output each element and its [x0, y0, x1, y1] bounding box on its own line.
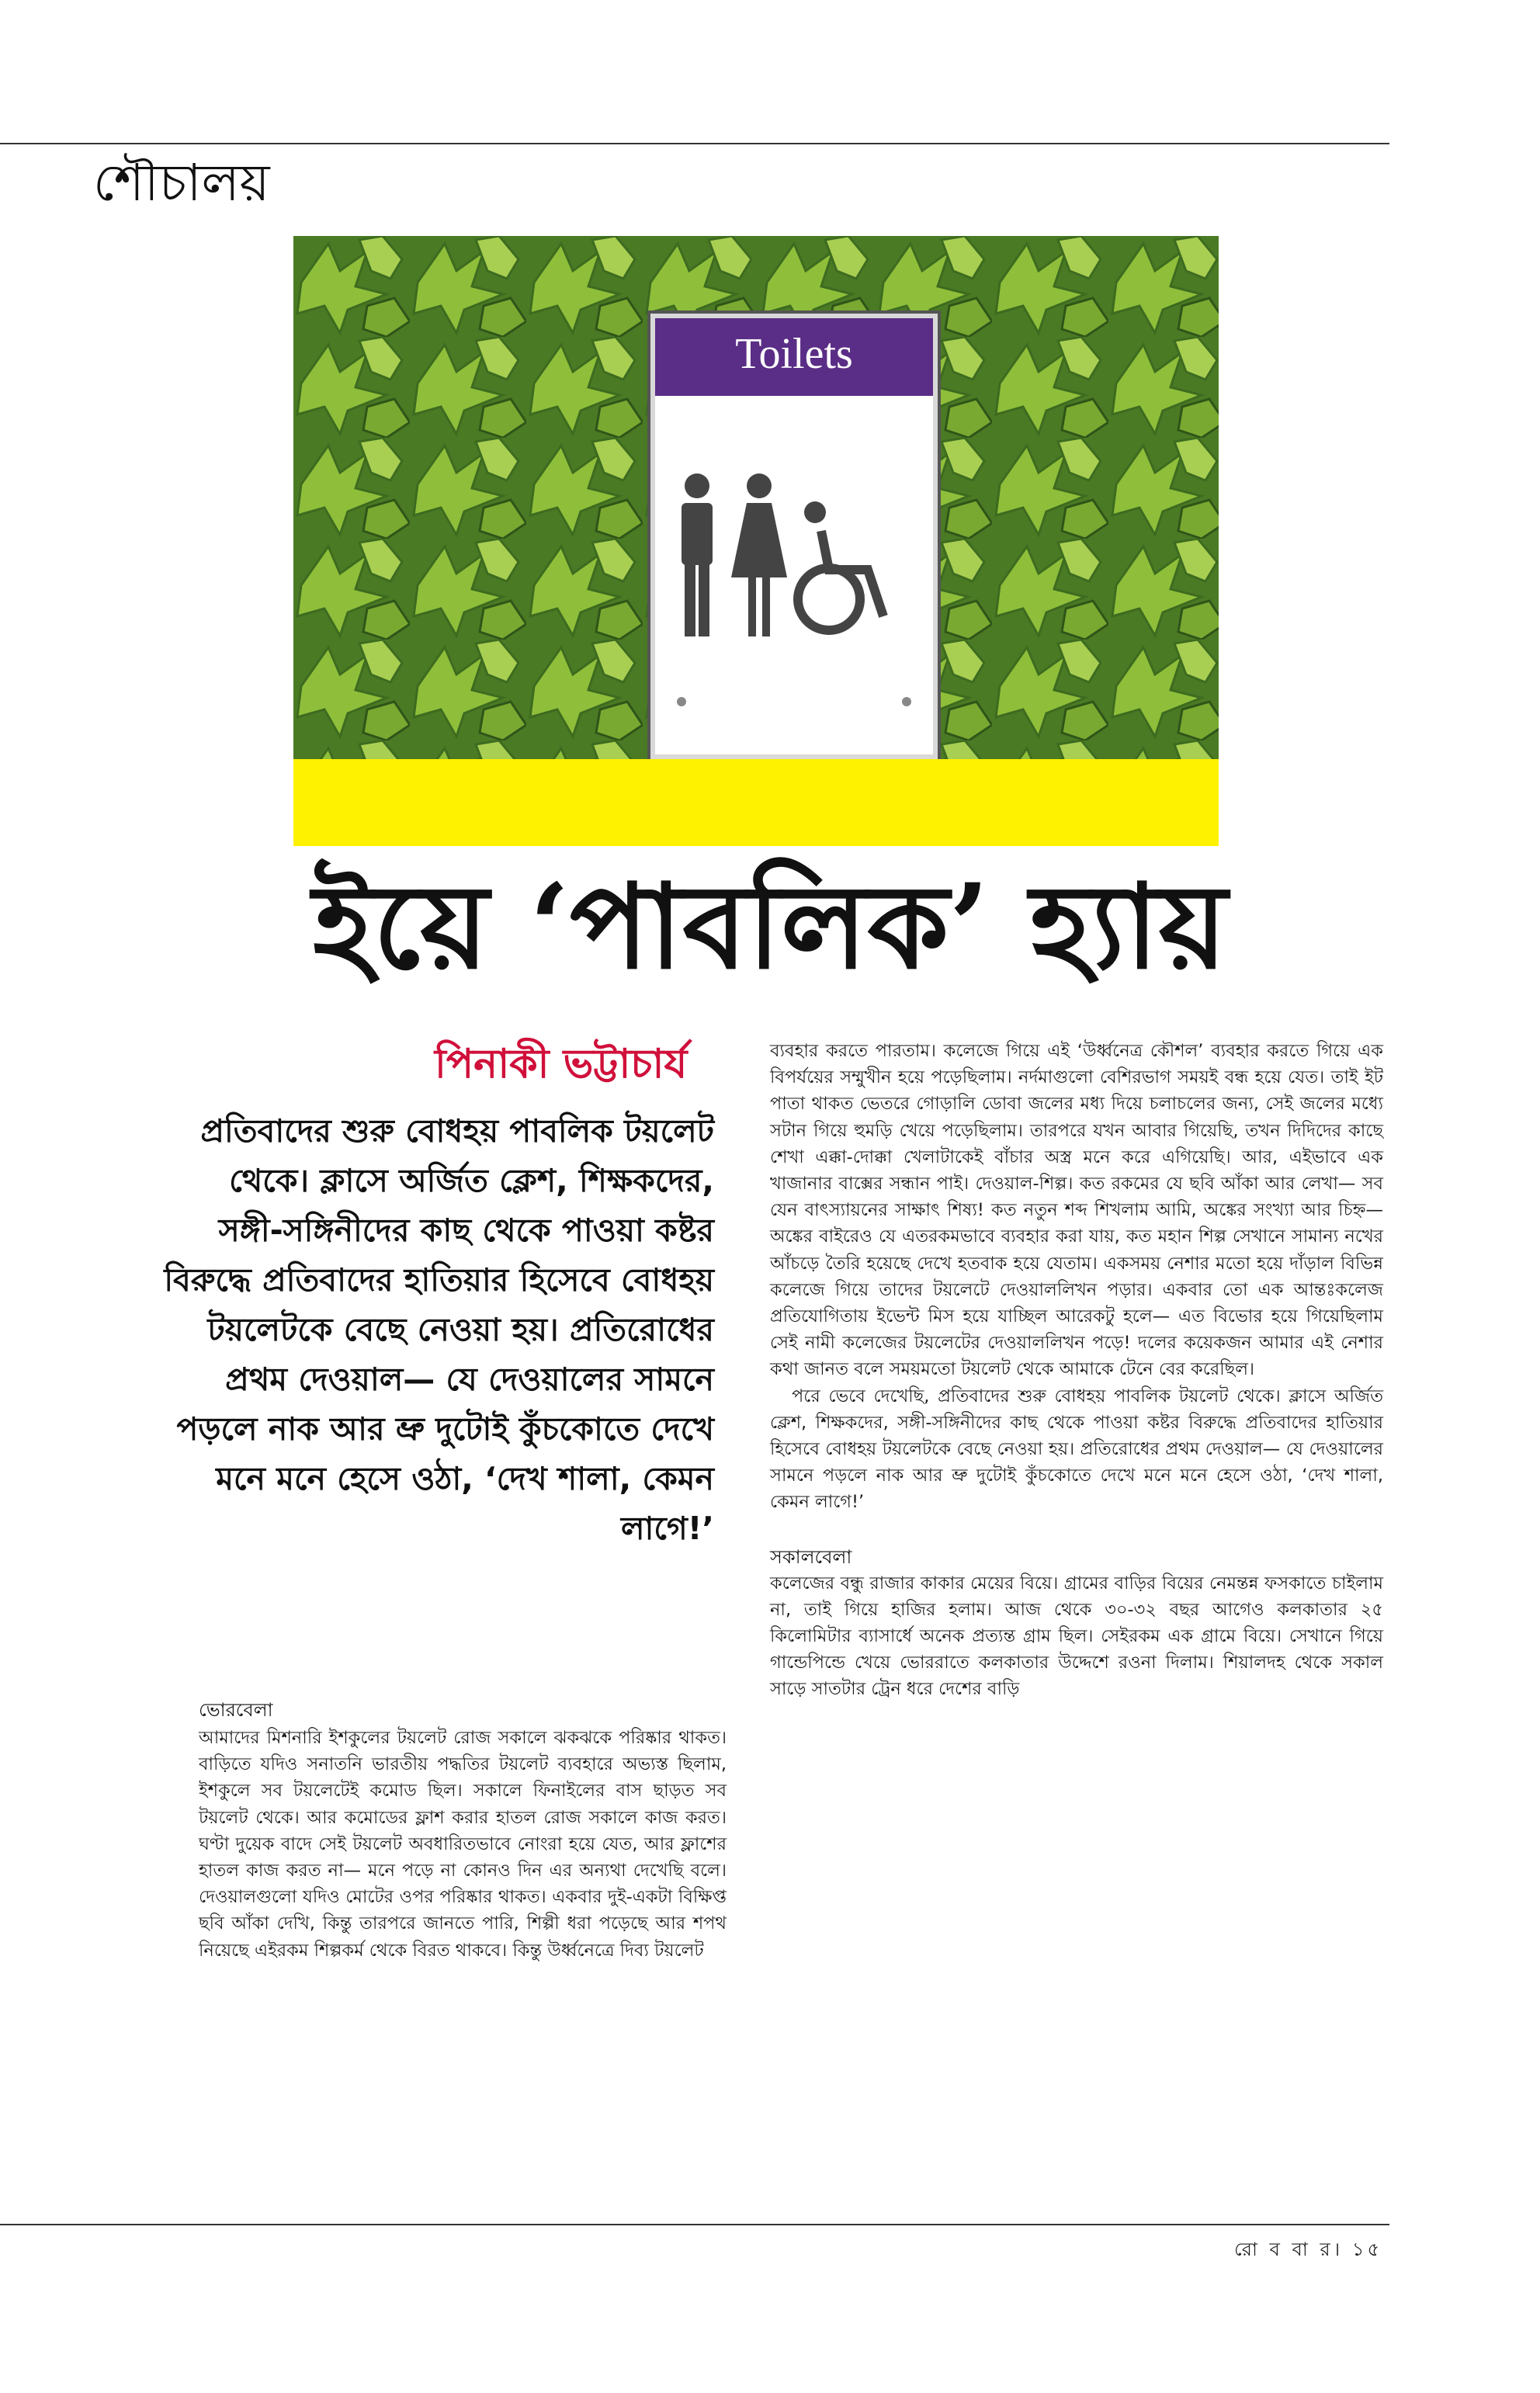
page-folio: রো ব বা র। ১৫ [1234, 2239, 1383, 2260]
headline: ইয়ে ‘পাবলিক’ হ্যায় [312, 858, 1228, 995]
right-column-paragraph-1: ব্যবহার করতে পারতাম। কলেজে গিয়ে এই ‘উর্ধ্বনেত্র কৌশল’ ব্যবহার করতে গিয়ে এক বিপর্যয়ের সম্মুখীন হয়ে পড়েছিলাম। নর্দমাগুলো বেশিরভাগ সময়ই বন্ধ হয়ে যেত। তাই ইট পাতা থাকত ভেতরে গোড়ালি ডোবা জলের মধ্য দিয়ে চলাচলের জন্য, সেই জলের মধ্যে সটান গিয়ে হুমড়ি খেয়ে পড়েছিলাম। তারপরে যখন আবার গিয়েছি, তখন দিদিদের কাছে শেখা এক্কা-দোক্কা খেলাটাকেই বাঁচার অস্ত্র মনে করে এগিয়েছি। আর, এইভাবে এক খাজানার বাক্সের সন্ধান পাই। দেওয়াল-শিল্প। কত রকমের যে ছবি আঁকা আর লেখা— সব যেন বাৎস্যায়নের সাক্ষাৎ শিষ্য! কত নতুন শব্দ শিখলাম আমি, অঙ্কের সংখ্যা আর চিহ্ন— অঙ্কের বাইরেও যে এতরকমভাবে ব্যবহার করা যায়, কত মহান শিল্প সেখানে সামান্য নখের আঁচড়ে তৈরি হয়েছে দেখে হতবাক হয়ে যেতাম। একসময় নেশার মতো হয়ে দাঁড়াল বিভিন্ন কলেজে গিয়ে তাদের টয়লেটে দেওয়াললিখন পড়ার। একবার তো এক আন্তঃকলেজ প্রতিযোগিতায় ইভেন্ট মিস হয়ে যাচ্ছিল আরেকটু হলে— এত বিভোর হয়ে গিয়েছিলাম সেই নামী কলেজের টয়লেটের দেওয়াললিখন পড়ে! দলের কয়েকজন আমার এই নেশার কথা জানত বলে সময়মতো টয়লেট থেকে আমাকে টেনে বের করেছিল। [770, 1041, 1383, 1380]
left-column-paragraph: আমাদের মিশনারি ইশকুলের টয়লেট রোজ সকালে ঝকঝকে পরিষ্কার থাকত। বাড়িতে যদিও সনাতনি ভারতীয় পদ্ধতির টয়লেট ব্যবহারে অভ্যস্ত ছিলাম, ইশকুলে সব টয়লেটেই কমোড ছিল। সকালে ফিনাইলের বাস ছাড়ত সব টয়লেট থেকে। আর কমোডের ফ্লাশ করার হাতল রোজ সকালে কাজ করত। ঘণ্টা দুয়েক বাদে সেই টয়লেট অবধারিতভাবে নোংরা হয়ে যেত, আর ফ্লাশের হাতল কাজ করত না— মনে পড়ে না কোনও দিন এর অন্যথা দেখেছি বলে। দেওয়ালগুলো যদিও মোটের ওপর পরিষ্কার থাকত। একবার দুই-একটা বিক্ষিপ্ত ছবি আঁকা দেখি, কিন্তু তারপরে জানতে পারি, শিল্পী ধরা পড়েছে আর শপথ নিয়েছে এইরকম শিল্পকর্ম থেকে বিরত থাকবে। কিন্তু উর্ধ্বনেত্রে দিব্য টয়লেট [199, 1728, 727, 1961]
sign-text: Toilets [735, 330, 853, 378]
right-column-paragraph-2: পরে ভেবে দেখেছি, প্রতিবাদের শুরু বোধহয় পাবলিক টয়লেট থেকে। ক্লাসে অর্জিত ক্লেশ, শিক্ষকদের, সঙ্গী-সঙ্গিনীদের কাছ থেকে পাওয়া কষ্টর বিরুদ্ধে প্রতিবাদের হাতিয়ার হিসেবে বোধহয় টয়লেটকে বেছে নেওয়া হয়। প্রতিরোধের প্রথম দেওয়াল— যে দেওয়ালের সামনে পড়লে নাক আর ভ্রু দুটোই কুঁচকোতে দেখে মনে মনে হেসে ওঠা, ‘দেখ শালা, কেমন লাগে!’ [770, 1386, 1383, 1513]
top-rule [0, 143, 1389, 144]
subhead-day: সকালবেলা [770, 1545, 852, 1568]
byline: পিনাকী ভট্টাচার্য [435, 1041, 688, 1087]
article-photo [293, 236, 1219, 846]
pull-quote: প্রতিবাদের শুরু বোধহয় পাবলিক টয়লেট থেকে। ক্লাসে অর্জিত ক্লেশ, শিক্ষকদের, সঙ্গী-সঙ্গিনীদের কাছ থেকে পাওয়া কষ্টর বিরুদ্ধে প্রতিবাদের হাতিয়ার হিসেবে বোধহয় টয়লেটকে বেছে নেওয়া হয়। প্রতিরোধের প্রথম দেওয়াল— যে দেওয়ালের সামনে পড়লে নাক আর ভ্রু দুটোই কুঁচকোতে দেখে মনে মনে হেসে ওঠা, ‘দেখ শালা, কেমন লাগে!’ [164, 1112, 714, 1547]
left-column-body [199, 1725, 727, 1964]
section-label: শৌচালয় [93, 153, 270, 213]
subhead-morning: ভোরবেলা [199, 1699, 273, 1721]
bottom-rule [0, 2224, 1389, 2225]
right-column [770, 1038, 1383, 1703]
yellow-band [293, 759, 1219, 846]
right-column-paragraph-3: কলেজের বন্ধু রাজার কাকার মেয়ের বিয়ে। গ্রামের বাড়ির বিয়ের নেমন্তন্ন ফসকাতে চাইলাম না, তাই গিয়ে হাজির হলাম। আজ থেকে ৩০-৩২ বছর আগেও কলকাতার ২৫ কিলোমিটার ব্যাসার্ধে অনেক প্রত্যন্ত গ্রাম ছিল। সেইরকম এক গ্রামে বিয়ে। সেখানে গিয়ে গান্ডেপিন্ডে খেয়ে ভোররাতে কলকাতার উদ্দেশে রওনা দিলাম। শিয়ালদহ থেকে সকাল সাড়ে সাতটার ট্রেন ধরে দেশের বাড়ি [770, 1573, 1383, 1700]
